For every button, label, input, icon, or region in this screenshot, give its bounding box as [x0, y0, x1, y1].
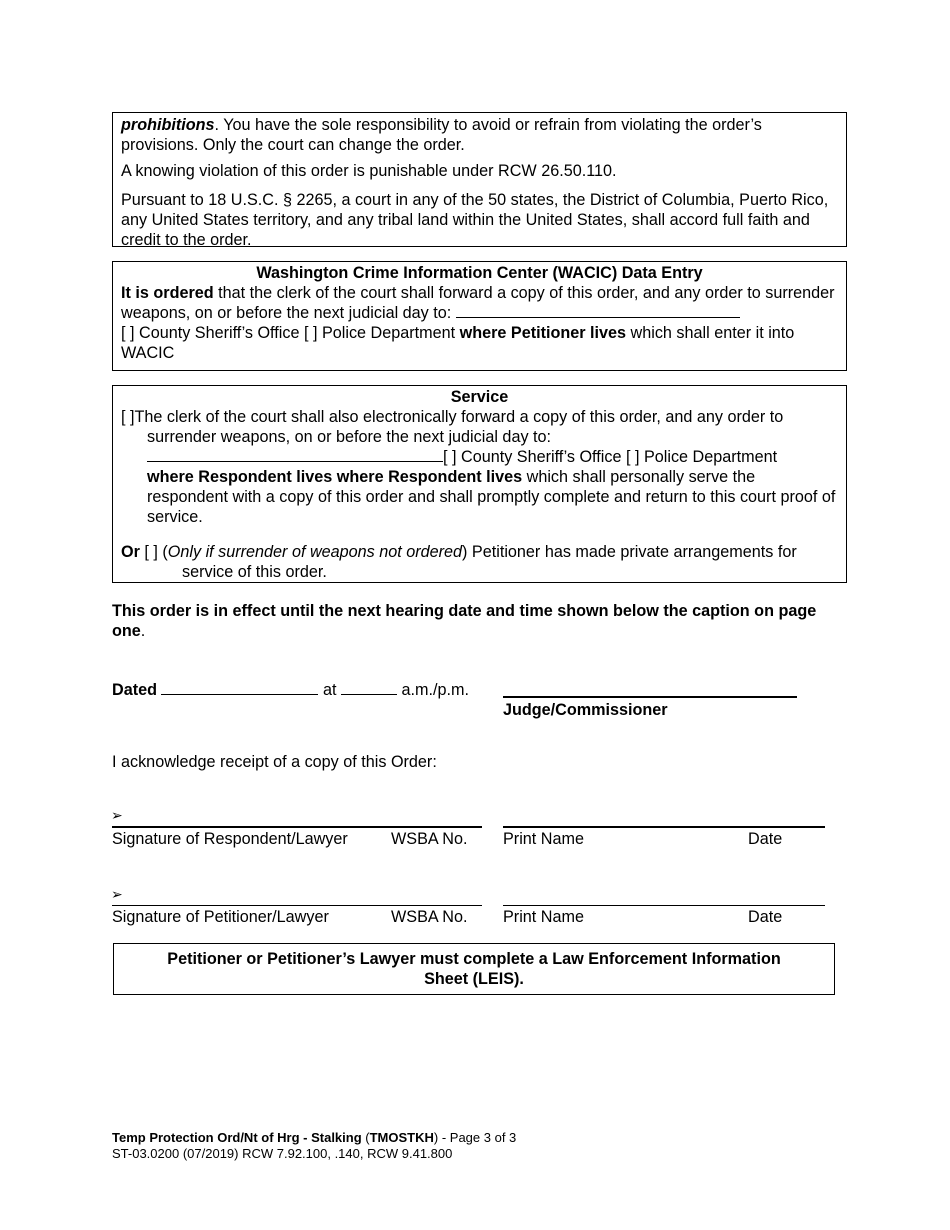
dated-at-label: at	[322, 681, 337, 699]
respondent-date-label: Date	[748, 830, 783, 848]
judge-signature-line[interactable]	[503, 696, 797, 698]
petitioner-date-label: Date	[748, 908, 783, 926]
respondent-signature-line[interactable]	[112, 826, 482, 828]
where-petitioner-lives: where Petitioner lives	[459, 324, 627, 342]
page-footer	[112, 1130, 516, 1162]
wacic-tail-text: which shall enter it into WACIC	[121, 324, 795, 362]
service-police-checkbox[interactable]: [ ]	[625, 448, 640, 466]
footer-paren-open: (	[361, 1130, 370, 1145]
service-respondent-paragraph	[147, 467, 838, 527]
wacic-county-field[interactable]	[456, 317, 740, 318]
leis-notice-box	[113, 943, 835, 995]
wacic-sheriff-label: County Sheriff’s Office	[134, 324, 304, 342]
private-arrangements-line2: service of this order.	[182, 563, 327, 581]
service-county-field[interactable]	[147, 461, 443, 462]
order-effect-statement	[112, 601, 842, 641]
prohibitions-term: prohibitions	[121, 116, 215, 134]
wacic-police-checkbox[interactable]: [ ]	[303, 324, 318, 342]
respondent-wsba-label: WSBA No.	[391, 830, 468, 848]
prohibitions-notice-box	[112, 112, 847, 247]
service-police-label: Police Department	[639, 448, 778, 466]
respondent-arrow-icon: ➢	[111, 807, 123, 823]
service-clerk-checkbox[interactable]: [ ]	[121, 408, 135, 426]
leis-notice-text: Petitioner or Petitioner’s Lawyer must complete a Law Enforcement Information Sheet (LEIS).	[167, 950, 781, 988]
or-paren-open: (	[157, 543, 168, 561]
respondent-print-name-line[interactable]	[503, 826, 825, 828]
acknowledge-receipt: I acknowledge receipt of a copy of this Order:	[112, 753, 437, 771]
dated-ampm-label: a.m./p.m.	[401, 681, 469, 699]
footer-form-title: Temp Protection Ord/Nt of Hrg - Stalking	[112, 1130, 362, 1145]
order-effect-period: .	[140, 622, 146, 640]
service-serve-text: which shall personally serve the respondent with a copy of this order and shall promptly complete and return to this court proof of service.	[147, 468, 836, 526]
service-title: Service	[450, 388, 509, 406]
dated-time-field[interactable]	[341, 694, 397, 695]
private-arrangements-checkbox[interactable]: [ ]	[144, 543, 158, 561]
prohibitions-paragraph	[121, 115, 838, 155]
wacic-order-text: that the clerk of the court shall forward a copy of this order, and any order to surrender weapons, on or before the next judicial day to:	[121, 284, 835, 322]
wacic-box	[112, 261, 847, 371]
service-box	[112, 385, 847, 583]
or-label: Or	[121, 543, 140, 561]
service-sheriff-label: County Sheriff’s Office	[456, 448, 626, 466]
service-agency-line	[147, 447, 838, 467]
prohibitions-text: . You have the sole responsibility to avoid or refrain from violating the order’s provisions. Only the court can change the order.	[121, 116, 762, 154]
footer-form-reference: ST-03.0200 (07/2019) RCW 7.92.100, .140, RCW 9.41.800	[112, 1146, 453, 1161]
wacic-title: Washington Crime Information Center (WACIC) Data Entry	[256, 264, 703, 282]
private-arrangements-line	[121, 542, 838, 562]
dated-date-field[interactable]	[161, 694, 318, 695]
it-is-ordered: It is ordered	[121, 284, 214, 302]
judge-commissioner-label: Judge/Commissioner	[503, 701, 668, 719]
wacic-police-label: Police Department	[317, 324, 460, 342]
petitioner-signature-label: Signature of Petitioner/Lawyer	[112, 908, 329, 926]
service-clerk-line1: The clerk of the court shall also electronically forward a copy of this order, and any order to	[134, 408, 784, 426]
service-sheriff-checkbox[interactable]: [ ]	[443, 448, 457, 466]
petitioner-arrow-icon: ➢	[111, 886, 123, 902]
service-clerk-paragraph	[121, 407, 838, 427]
wacic-order-paragraph	[121, 283, 838, 363]
dated-line	[112, 680, 469, 700]
full-faith-credit-notice: Pursuant to 18 U.S.C. § 2265, a court in any of the 50 states, the District of Columbia, Puerto Rico, any United States territory, and any tribal land within the United States, shall accord full faith and credit to the order.	[121, 191, 829, 249]
private-arrangements-text: ) Petitioner has made private arrangements for	[462, 543, 797, 561]
footer-title-line	[112, 1130, 516, 1146]
where-respondent-lives: where Respondent lives where Respondent lives	[147, 468, 523, 486]
petitioner-print-name-line[interactable]	[503, 905, 825, 906]
respondent-signature-label: Signature of Respondent/Lawyer	[112, 830, 348, 848]
petitioner-signature-line[interactable]	[112, 905, 482, 906]
violation-notice: A knowing violation of this order is punishable under RCW 26.50.110.	[121, 162, 617, 180]
footer-form-code: TMOSTKH	[369, 1130, 434, 1145]
respondent-print-name-label: Print Name	[503, 830, 584, 848]
dated-label: Dated	[112, 681, 157, 699]
wacic-sheriff-checkbox[interactable]: [ ]	[121, 324, 135, 342]
footer-page-number: ) - Page 3 of 3	[433, 1130, 517, 1145]
petitioner-print-name-label: Print Name	[503, 908, 584, 926]
petitioner-wsba-label: WSBA No.	[391, 908, 468, 926]
service-clerk-indented	[121, 427, 838, 527]
order-effect-bold: This order is in effect until the next hearing date and time shown below the caption on page one	[112, 602, 817, 640]
service-clerk-line2: surrender weapons, on or before the next judicial day to:	[147, 428, 552, 446]
weapons-not-ordered-note: Only if surrender of weapons not ordered	[167, 543, 463, 561]
